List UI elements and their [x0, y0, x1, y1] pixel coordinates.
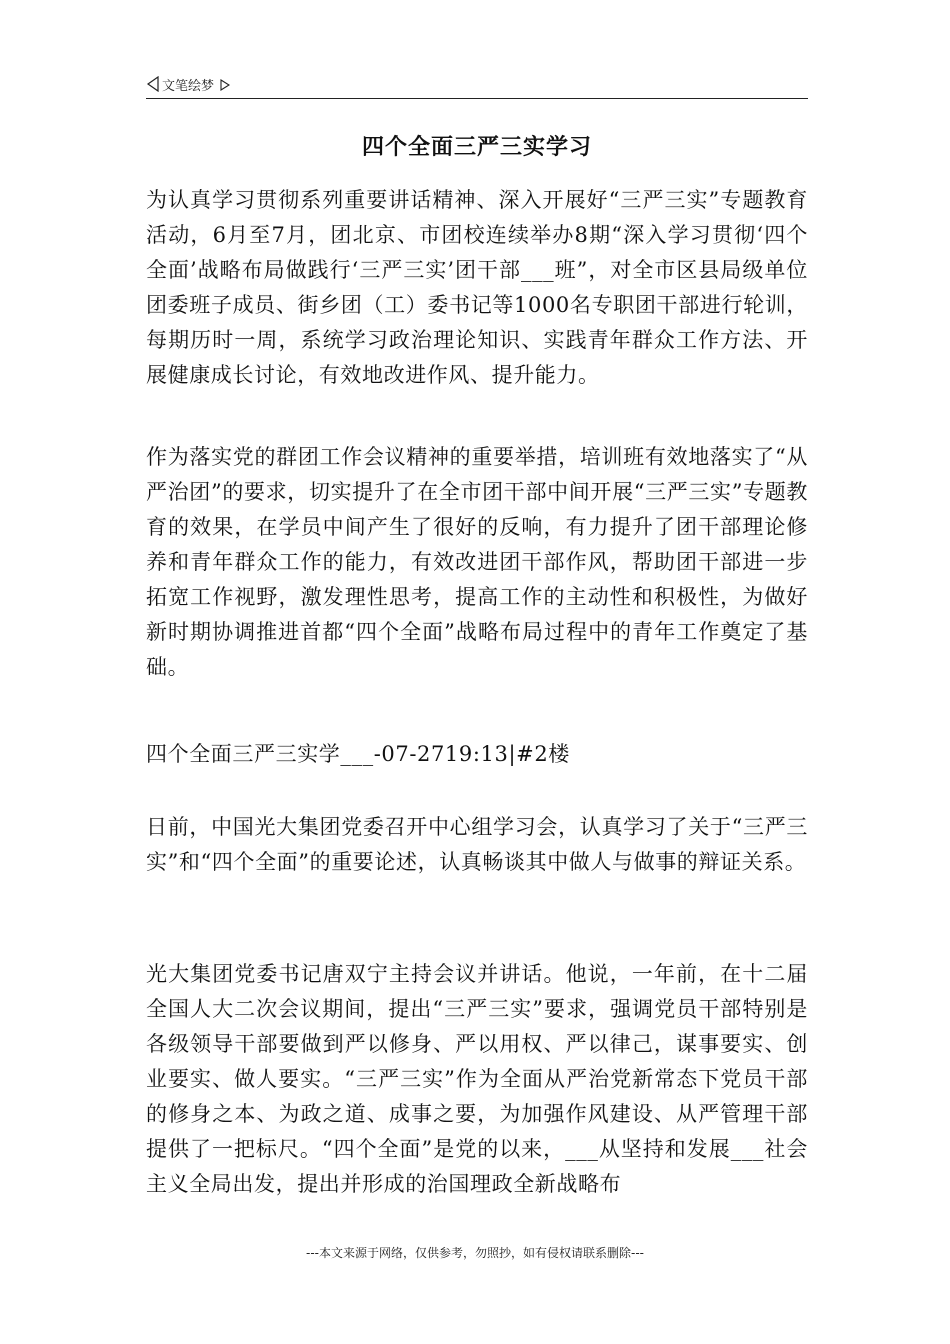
- header-brand: 文笔绘梦: [162, 78, 215, 94]
- page-header: [146, 74, 808, 99]
- paragraph-2: 作为落实党的群团工作会议精神的重要举措，培训班有效地落实了“从严治团”的要求，切实提升了在全市团干部中间开展“三严三实”专题教育的效果，在学员中间产生了很好的反响，有力提升了团干部理论修养和青年群众工作的能力，有效改进团干部作风，帮助团干部进一步拓宽工作视野，激发理性思考，提高工作的主动性和积极性，为做好新时期协调推进首都“四个全面”战略布局过程中的青年工作奠定了基础。: [146, 445, 808, 679]
- paragraph-1: 为认真学习贯彻系列重要讲话精神、深入开展好“三严三实”专题教育活动，6月至7月，团北京、市团校连续举办8期“深入学习贯彻‘四个全面’战略布局做践行‘三严三实’团干部___班”，对全市区县局级单位团委班子成员、街乡团（工）委书记等1000名专职团干部进行轮训，每期历时一周，系统学习政治理论知识、实践青年群众工作方法、开展健康成长讨论，有效地改进作风、提升能力。: [146, 188, 808, 387]
- paragraph-4: 光大集团党委书记唐双宁主持会议并讲话。他说，一年前，在十二届全国人大二次会议期间，提出“三严三实”要求，强调党员干部特别是各级领导干部要做到严以修身、严以用权、严以律己，谋事要实、创业要实、做人要实。“三严三实”作为全面从严治党新常态下党员干部的修身之本、为政之道、成事之要，为加强作风建设、从严管理干部提供了一把标尺。“四个全面”是党的以来，___从坚持和发展___社会主义全局出发，提出并形成的治国理政全新战略布: [146, 962, 808, 1196]
- triangle-right-icon: [220, 76, 234, 92]
- triangle-left-icon: [146, 76, 160, 92]
- disclaimer-footer: ---本文来源于网络，仅供参考，勿照抄，如有侵权请联系删除---: [306, 1246, 644, 1260]
- post-info-line: 四个全面三严三实学___-07-2719:13|#2楼: [146, 742, 570, 766]
- header-brand-group: [146, 74, 236, 94]
- document-title: 四个全面三严三实学习: [361, 135, 592, 160]
- paragraph-3: 日前，中国光大集团党委召开中心组学习会，认真学习了关于“三严三实”和“四个全面”的重要论述，认真畅谈其中做人与做事的辩证关系。: [146, 815, 808, 874]
